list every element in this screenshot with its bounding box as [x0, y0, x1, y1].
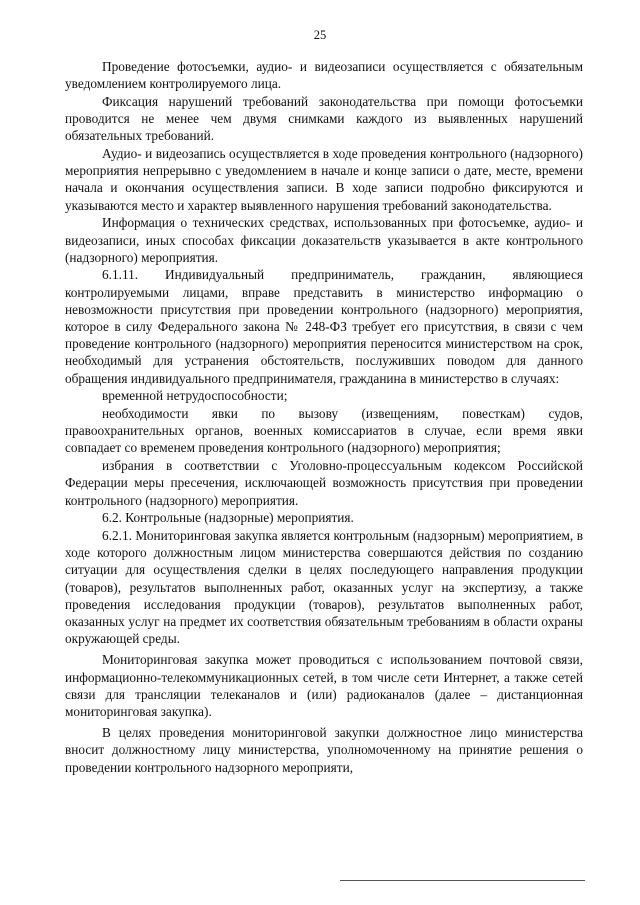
page-number: 25	[313, 28, 327, 42]
paragraph: Фиксация нарушений требований законодательства при помощи фотосъемки проводится не менее чем двумя снимками каждого из выявленных нарушений обязательных требований.	[65, 93, 583, 144]
paragraph: избрания в соответствии с Уголовно-процессуальным кодексом Российской Федерации меры пресечения, исключающей возможность присутствия при проведении контрольного (надзорного) мероприятия.	[65, 458, 583, 508]
paragraph: временной нетрудоспособности;	[102, 388, 288, 404]
paragraph: 6.2.1. Мониторинговая закупка является контрольным (надзорным) мероприятием, в ходе которого должностным лицом министерства совершаются действия по созданию ситуации для осуществления сделки в целях последующего направления продукции (товаров), результатов выполненных работ, оказанных услуг на экспертизу, а также проведения исследования продукции (товаров), результатов выполненных работ, оказанных услуг на предмет их соответствия обязательным требованиям в области охраны окружающей среды.	[65, 527, 583, 647]
paragraph: В целях проведения мониторинговой закупки должностное лицо министерства вносит должностному лицу министерства, уполномоченному на принятие решения о проведении контрольного надзорного мероприяти,	[65, 725, 583, 775]
paragraph: Информация о технических средствах, использованных при фотосъемке, аудио- и видеозаписи, иных способах фиксации доказательств указывается в акте контрольного (надзорного) мероприятия.	[65, 215, 583, 265]
paragraph: 6.1.11. Индивидуальный предприниматель, гражданин, являющиеся контролируемыми лицами, вправе представить в министерство информацию о невозможности присутствия при проведении контрольного (надзорного) мероприятия, которое в силу Федерального закона № 248-ФЗ требует его присутствия, в связи с чем проведение контрольного (надзорного) мероприятия переносится министерством на срок, необходимый для устранения обстоятельств, послуживших поводом для данного обращения индивидуального предпринимателя, гражданина в министерство в случаях:	[65, 267, 583, 386]
document-body	[65, 58, 583, 776]
paragraph: Мониторинговая закупка может проводиться с использованием почтовой связи, информационно-телекоммуникационных сетей, в том числе сети Интернет, а также сетей связи для трансляции телеканалов и (или) радиоканалов (далее – дистанционная мониторинговая закупка).	[65, 652, 583, 720]
paragraph: Аудио- и видеозапись осуществляется в ходе проведения контрольного (надзорного) мероприятия непрерывно с уведомлением в начале и конце записи о дате, месте, времени начала и окончания осуществления записи. В ходе записи подробно фиксируются и указываются место и характер выявленного нарушения требований законодательства.	[65, 146, 583, 213]
paragraph: Проведение фотосъемки, аудио- и видеозаписи осуществляется с обязательным уведомлением контролируемого лица.	[65, 59, 583, 92]
footer-rule	[340, 880, 585, 881]
section-heading: 6.2. Контрольные (надзорные) мероприятия.	[102, 510, 354, 526]
paragraph: необходимости явки по вызову (извещениям, повесткам) судов, правоохранительных органов, военных комиссариатов в случае, если время явки совпадает со временем проведения контрольного (надзорного) мероприятия;	[65, 406, 583, 456]
